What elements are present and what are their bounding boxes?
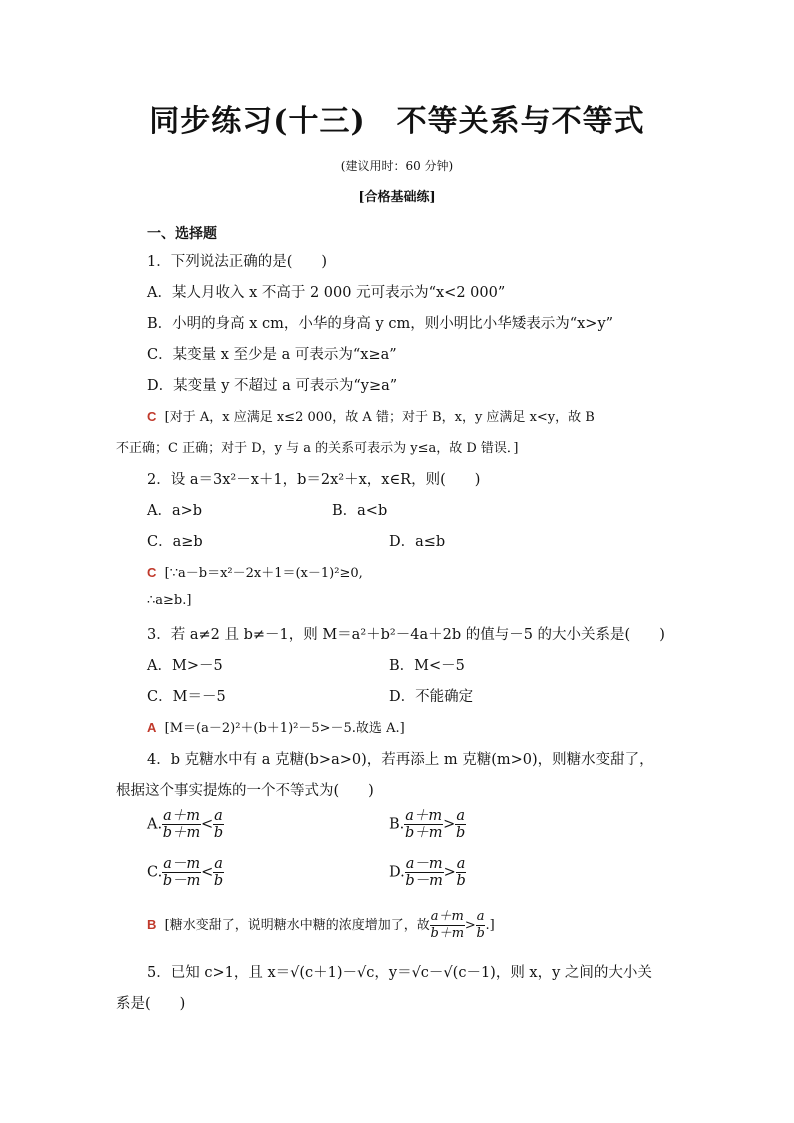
q4-option-d-fraction-right xyxy=(456,856,467,889)
q4-option-d xyxy=(389,856,466,889)
q4-option-c xyxy=(147,856,224,889)
q4-stem-line1: 4．b 克糖水中有 a 克糖(b>a>0)，若再添上 m 克糖(m>0)，则糖水变甜了， xyxy=(147,752,654,768)
q1-solution-text1: [对于 A，x 应满足 x≤2 000，故 A 错；对于 B，x，y 应满足 x<y，故 B xyxy=(164,410,595,425)
numerator: a－m xyxy=(163,856,201,872)
q4-option-b-label: B. xyxy=(389,816,405,833)
q2-solution-text1: [∵a－b＝x²－2x＋1＝(x－1)²≥0, xyxy=(164,566,363,581)
q4-solution-operator: > xyxy=(464,918,476,933)
q1-option-a: A．某人月收入 x 不高于 2 000 元可表示为“x<2 000” xyxy=(147,285,506,301)
q1-solution-line2: 不正确；C 正确；对于 D，y 与 a 的关系可表示为 y≤a，故 D 错误．] xyxy=(116,441,519,456)
denominator: b xyxy=(456,825,466,841)
q4-answer: B xyxy=(147,917,157,932)
denominator: b xyxy=(213,825,224,841)
denominator: b＋m xyxy=(404,825,443,841)
q1-stem: 1．下列说法正确的是( ) xyxy=(147,254,328,270)
denominator: b＋m xyxy=(162,825,201,841)
q1-option-c: C．某变量 x 至少是 a 可表示为“x≥a” xyxy=(147,347,397,363)
q1-solution-line1 xyxy=(147,406,595,425)
denominator: b xyxy=(456,873,466,889)
q4-option-a-fraction-left xyxy=(162,808,201,841)
q3-option-d: D．不能确定 xyxy=(389,689,474,705)
level-label: [合格基础练] xyxy=(358,190,436,205)
q3-option-c: C．M＝－5 xyxy=(147,689,226,705)
q2-answer: C xyxy=(147,565,157,580)
q4-option-a-operator: < xyxy=(201,816,214,833)
q1-answer: C xyxy=(147,409,157,424)
section-heading: 一、选择题 xyxy=(147,226,217,242)
q4-option-d-operator: > xyxy=(443,864,456,881)
q4-option-b xyxy=(389,808,466,841)
q4-solution-text: [糖水变甜了，说明糖水中糖的浓度增加了，故 xyxy=(164,918,430,933)
q1-option-d: D．某变量 y 不超过 a 可表示为“y≥a” xyxy=(147,378,398,394)
numerator: a＋m xyxy=(405,808,443,824)
page-title: 同步练习(十三) 不等关系与不等式 xyxy=(149,104,645,139)
numerator: a＋m xyxy=(163,808,200,824)
q4-solution-end: .] xyxy=(485,918,495,933)
q4-option-b-fraction-right xyxy=(455,808,466,841)
q3-stem: 3．若 a≠2 且 b≠－1，则 M＝a²＋b²－4a＋2b 的值与－5 的大小关系是( ) xyxy=(147,627,665,643)
q2-option-d: D．a≤b xyxy=(389,534,446,550)
q3-option-b: B．M<－5 xyxy=(389,658,465,674)
q4-option-c-fraction-right xyxy=(213,856,224,889)
q3-solution-text: [M＝(a－2)²＋(b＋1)²－5>－5.故选 A.] xyxy=(164,721,405,736)
q3-solution xyxy=(147,717,405,736)
q2-solution-line1 xyxy=(147,562,363,581)
q2-stem: 2．设 a＝3x²－x＋1，b＝2x²＋x，x∈R，则( ) xyxy=(147,472,481,488)
q2-option-c: C．a≥b xyxy=(147,534,203,550)
numerator: a xyxy=(456,808,465,824)
q5-stem-line1: 5．已知 c>1，且 x＝√(c＋1)－√c，y＝√c－√(c－1)，则 x，y 之间的大小关 xyxy=(147,965,652,981)
q4-stem-line2: 根据这个事实提炼的一个不等式为( ) xyxy=(116,783,374,799)
q4-option-c-label: C. xyxy=(147,864,163,881)
q2-option-b: B．a<b xyxy=(332,503,388,519)
suggested-time: (建议用时：60 分钟) xyxy=(340,159,454,173)
numerator: a＋m xyxy=(430,909,464,924)
denominator: b－m xyxy=(162,873,201,889)
q4-option-c-operator: < xyxy=(201,864,214,881)
q4-option-a-fraction-right xyxy=(213,808,224,841)
q3-answer: A xyxy=(147,720,157,735)
q4-solution-fraction-left xyxy=(430,909,465,942)
q4-option-d-label: D. xyxy=(389,864,405,881)
numerator: a xyxy=(214,856,223,872)
q4-option-a-label: A. xyxy=(147,816,163,833)
denominator: b xyxy=(213,873,224,889)
numerator: a－m xyxy=(405,856,443,872)
denominator: b xyxy=(476,926,485,941)
q2-solution-line2: ∴a≥b.] xyxy=(147,593,192,608)
q4-solution xyxy=(147,909,495,942)
q4-option-b-fraction-left xyxy=(404,808,443,841)
q1-option-b: B．小明的身高 x cm，小华的身高 y cm，则小明比小华矮表示为“x>y” xyxy=(147,316,614,332)
denominator: b－m xyxy=(405,873,443,889)
q4-option-d-fraction-left xyxy=(405,856,444,889)
q3-option-a: A．M>－5 xyxy=(147,658,223,674)
q4-option-b-operator: > xyxy=(443,816,456,833)
numerator: a xyxy=(476,909,485,924)
numerator: a xyxy=(456,856,466,872)
q4-option-a xyxy=(147,808,224,841)
q5-stem-line2: 系是( ) xyxy=(116,996,186,1012)
q4-option-c-fraction-left xyxy=(162,856,201,889)
numerator: a xyxy=(214,808,223,824)
denominator: b＋m xyxy=(430,926,465,941)
q2-option-a: A．a>b xyxy=(147,503,203,519)
